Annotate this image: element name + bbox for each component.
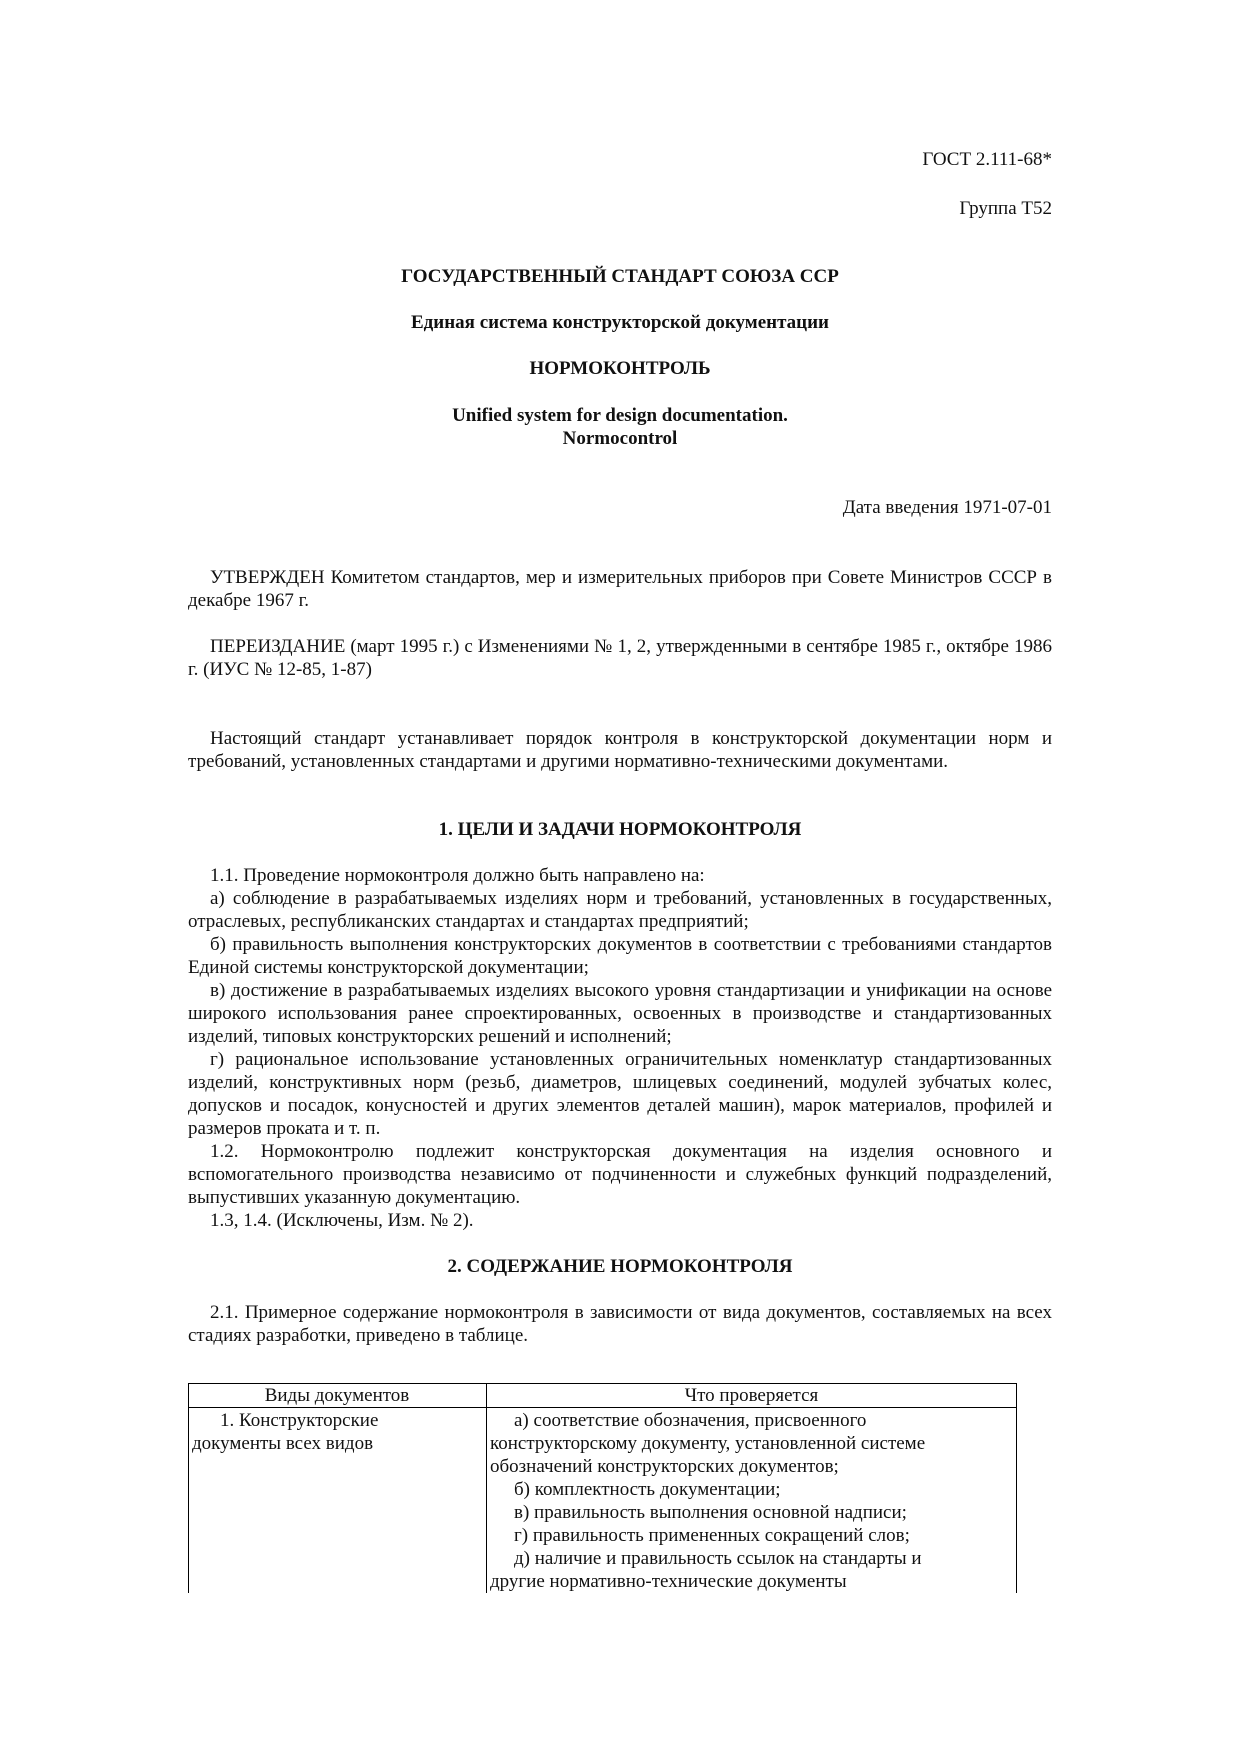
table-border-right (1016, 1383, 1017, 1593)
content-table (188, 1383, 1017, 1593)
group-code: Группа Т52 (959, 198, 1052, 219)
check-a-line1: а) соответствие обозначения, присвоенного (514, 1410, 867, 1431)
clause-1-1: 1.1. Проведение нормоконтроля должно быть направлено на: (210, 865, 705, 886)
section-2-heading: 2. СОДЕРЖАНИЕ НОРМОКОНТРОЛЯ (447, 1256, 793, 1277)
clause-1-3: 1.3, 1.4. (Исключены, Изм. № 2). (210, 1210, 474, 1231)
clause-2-1: 2.1. Примерное содержание нормоконтроля в зависимости от вида документов, составляемых на всех стадиях разработки, приведено в таблице. (188, 1302, 1052, 1346)
system-title: Единая система конструкторской документации (411, 312, 829, 333)
clause-1-1-g: г) рациональное использование установленных ограничительных номенклатур стандартизованных изделий, конструктивных норм (резьб, диаметров, шлицевых соединений, модулей зубчатых колес, допусков и посадок, конусностей и других элементов деталей машин), марок материалов, профилей и размеров проката и т. п. (188, 1049, 1052, 1139)
clause-1-1-a: а) соблюдение в разрабатываемых изделиях норм и требований, установленных в государственных, отраслевых, республиканских стандартах и стандартах предприятий; (188, 888, 1052, 932)
table-header-document-types: Виды документов (264, 1385, 410, 1406)
document-type-line1: 1. Конструкторские (220, 1410, 379, 1431)
table-header-what-checked: Что проверяется (684, 1385, 819, 1406)
check-a-line3: обозначений конструкторских документов; (490, 1456, 839, 1477)
check-d-line2: другие нормативно-технические документы (490, 1571, 847, 1592)
section-1-heading: 1. ЦЕЛИ И ЗАДАЧИ НОРМОКОНТРОЛЯ (438, 819, 802, 840)
document-title: НОРМОКОНТРОЛЬ (529, 358, 711, 379)
table-cell-document-type (192, 1409, 482, 1455)
document-type-line2: документы всех видов (192, 1433, 374, 1454)
scope-paragraph: Настоящий стандарт устанавливает порядок контроля в конструкторской документации норм и требований, установленных стандартами и другими нормативно-техническими документами. (188, 728, 1052, 772)
table-cell-checks (490, 1409, 1012, 1593)
table-column-divider (486, 1383, 487, 1593)
table-header-divider (188, 1407, 1017, 1408)
clause-1-1-v: в) достижение в разрабатываемых изделиях высокого уровня стандартизации и унификации на основе широкого использования ранее спроектированных, освоенных в производстве и стандартизованных изделий, типовых конструкторских решений и исполнений; (188, 980, 1052, 1047)
clause-1-2: 1.2. Нормоконтролю подлежит конструкторская документация на изделия основного и вспомогательного производства независимо от подчиненности и служебных функций подразделений, выпустивших указанную документацию. (188, 1141, 1052, 1208)
section-1-body (188, 864, 1052, 1232)
state-standard-title: ГОСУДАРСТВЕННЫЙ СТАНДАРТ СОЮЗА ССР (401, 266, 839, 287)
check-b: б) комплектность документации; (514, 1479, 781, 1500)
approval-paragraph: УТВЕРЖДЕН Комитетом стандартов, мер и измерительных приборов при Совете Министров СССР в декабре 1967 г. (188, 567, 1052, 611)
english-title-line1: Unified system for design documentation. (452, 405, 788, 426)
clause-1-1-b: б) правильность выполнения конструкторских документов в соответствии с требованиями стандартов Единой системы конструкторской документации; (188, 934, 1052, 978)
table-border-left (188, 1383, 189, 1593)
check-g: г) правильность примененных сокращений слов; (514, 1525, 910, 1546)
introduction-date: Дата введения 1971-07-01 (842, 497, 1052, 518)
check-v: в) правильность выполнения основной надписи; (514, 1502, 907, 1523)
gost-number: ГОСТ 2.111-68* (922, 149, 1052, 170)
check-d-line1: д) наличие и правильность ссылок на стандарты и (514, 1548, 922, 1569)
english-title-line2: Normocontrol (562, 428, 678, 449)
reissue-paragraph: ПЕРЕИЗДАНИЕ (март 1995 г.) с Изменениями № 1, 2, утвержденными в сентябре 1985 г., октябре 1986 г. (ИУС № 12-85, 1-87) (188, 636, 1052, 680)
check-a-line2: конструкторскому документу, установленной системе (490, 1433, 926, 1454)
